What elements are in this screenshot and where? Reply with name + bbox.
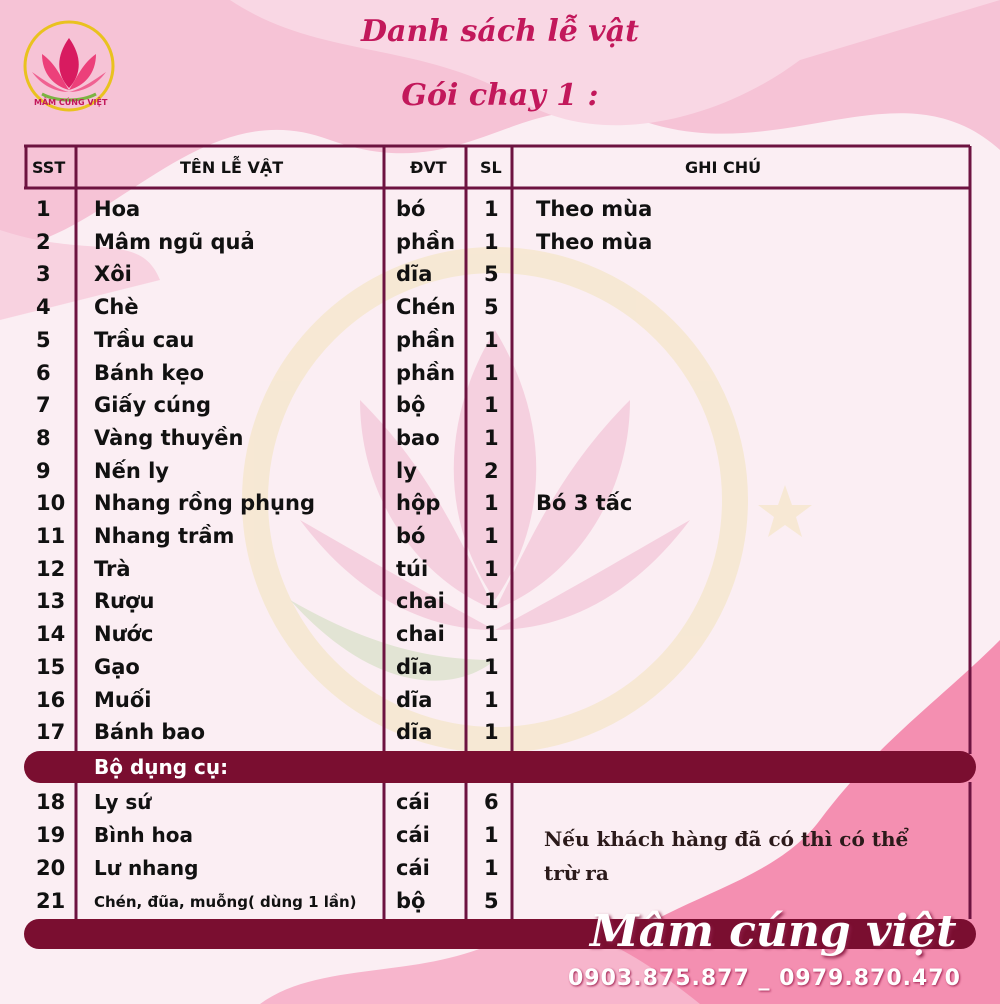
page-subtitle: Gói chay 1 :: [401, 78, 599, 113]
tool-row-unit: cái: [396, 856, 430, 880]
tool-row-stt: 20: [36, 856, 66, 880]
header-unit: ĐVT: [410, 158, 447, 177]
row-stt: 5: [36, 327, 51, 352]
row-unit: bộ: [396, 393, 426, 418]
row-name: Nhang trầm: [94, 524, 235, 548]
row-qty: 1: [484, 197, 499, 221]
row-name: Nhang rồng phụng: [94, 491, 315, 516]
row-qty: 1: [484, 491, 499, 516]
header-stt: SST: [32, 158, 66, 177]
row-qty: 5: [484, 262, 499, 287]
tool-row-name: Chén, đũa, muỗng( dùng 1 lần): [94, 893, 357, 911]
row-stt: 16: [36, 687, 66, 712]
row-qty: 1: [484, 524, 499, 548]
row-note: Theo mùa: [536, 197, 653, 221]
row-unit: chai: [396, 589, 445, 614]
brand-name: Mâm cúng việt: [590, 906, 957, 957]
tool-row-stt: 19: [36, 823, 66, 847]
row-qty: 1: [484, 393, 499, 418]
tool-row-name: Lư nhang: [94, 856, 199, 880]
row-name: Vàng thuyền: [94, 425, 244, 450]
row-name: Bánh bao: [94, 720, 206, 745]
tool-note: Nếu khách hàng đã có thì có thể trừ ra: [544, 827, 909, 885]
row-name: Rượu: [94, 589, 155, 614]
section-label: Bộ dụng cụ:: [94, 755, 229, 779]
row-stt: 2: [36, 229, 51, 254]
tool-row-qty: 1: [484, 823, 499, 847]
tool-row-name: Ly sứ: [94, 790, 152, 814]
tool-row-qty: 5: [484, 889, 499, 913]
row-stt: 3: [36, 262, 51, 287]
row-stt: 13: [36, 589, 66, 614]
row-note: Theo mùa: [536, 229, 653, 254]
row-stt: 9: [36, 458, 51, 483]
phone-numbers: 0903.875.877 _ 0979.870.470: [568, 966, 961, 991]
row-name: Bánh kẹo: [94, 360, 205, 385]
row-unit: chai: [396, 622, 445, 647]
row-unit: bao: [396, 425, 440, 450]
row-unit: hộp: [396, 491, 441, 516]
row-qty: 1: [484, 687, 499, 712]
row-stt: 7: [36, 393, 51, 418]
logo-text: MÂM CÚNG VIỆT: [34, 98, 108, 107]
row-unit: dĩa: [396, 262, 433, 287]
row-name: Gạo: [94, 654, 140, 679]
row-qty: 5: [484, 295, 499, 320]
tool-row-name: Bình hoa: [94, 823, 194, 847]
tool-row-qty: 1: [484, 856, 499, 880]
row-stt: 1: [36, 197, 51, 221]
header-note: GHI CHÚ: [685, 158, 762, 177]
row-name: Giấy cúng: [94, 393, 211, 418]
page-title: Danh sách lễ vật: [360, 14, 640, 49]
row-unit: dĩa: [396, 654, 433, 679]
row-name: Mâm ngũ quả: [94, 229, 255, 254]
row-unit: phần: [396, 360, 456, 385]
row-qty: 2: [484, 458, 499, 483]
tool-row-stt: 18: [36, 790, 66, 814]
row-name: Xôi: [94, 262, 132, 287]
tool-row-unit: bộ: [396, 889, 426, 913]
row-name: Trầu cau: [94, 327, 195, 352]
row-unit: phần: [396, 327, 456, 352]
row-name: Trà: [94, 556, 131, 581]
row-name: Chè: [94, 295, 139, 320]
row-name: Nến ly: [94, 458, 169, 483]
row-stt: 11: [36, 524, 66, 548]
row-unit: dĩa: [396, 720, 433, 745]
row-unit: bó: [396, 197, 426, 221]
row-unit: túi: [396, 556, 429, 581]
row-qty: 1: [484, 720, 499, 745]
row-qty: 1: [484, 360, 499, 385]
row-qty: 1: [484, 622, 499, 647]
row-qty: 1: [484, 654, 499, 679]
header-qty: SL: [480, 158, 502, 177]
row-unit: bó: [396, 524, 426, 548]
row-stt: 4: [36, 295, 51, 320]
row-qty: 1: [484, 556, 499, 581]
row-stt: 14: [36, 622, 66, 647]
row-note: Bó 3 tấc: [536, 491, 633, 516]
row-name: Nước: [94, 622, 154, 647]
row-qty: 1: [484, 589, 499, 614]
row-stt: 10: [36, 491, 66, 516]
row-unit: dĩa: [396, 687, 433, 712]
row-stt: 15: [36, 654, 66, 679]
row-qty: 1: [484, 327, 499, 352]
tool-row-unit: cái: [396, 823, 430, 847]
row-unit: ly: [396, 458, 417, 483]
row-unit: phần: [396, 229, 456, 254]
row-qty: 1: [484, 425, 499, 450]
tool-row-stt: 21: [36, 889, 66, 913]
tool-row-qty: 6: [484, 790, 499, 814]
row-stt: 8: [36, 425, 51, 450]
row-name: Hoa: [94, 197, 141, 221]
row-stt: 12: [36, 556, 66, 581]
row-stt: 17: [36, 720, 66, 745]
row-name: Muối: [94, 687, 152, 712]
header-name: TÊN LỄ VẬT: [180, 158, 284, 177]
row-qty: 1: [484, 229, 499, 254]
tool-row-unit: cái: [396, 790, 430, 814]
row-stt: 6: [36, 360, 51, 385]
row-unit: Chén: [396, 295, 456, 320]
